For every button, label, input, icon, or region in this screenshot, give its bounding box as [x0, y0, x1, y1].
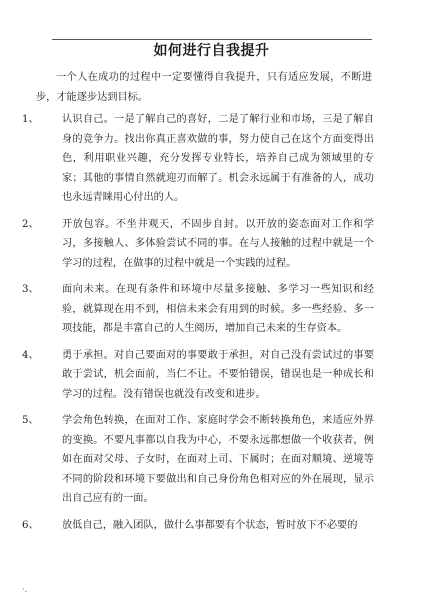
- list-item-text: 认识自己。一是了解自己的喜好，二是了解行业和市场，三是了解自身的竞争力。找出你真正喜欢做的事，努力使自己在这个方面变得出色，利用职业兴趣，充分发挥专业特长，培养自己成为领域里的专家；其他的事情自然就迎刃而解了。机会永远属于有准备的人，成功也永远青睐用心付出的人。: [62, 114, 374, 203]
- list-item: [22, 411, 374, 509]
- list-item-text: 勇于承担。对自己要面对的事要敢于承担，对自己没有尝试过的事要敢于尝试，机会面前，当仁不让。不要怕错误，错误也是一种成长和学习的过程。没有错误也就没有改变和进步。: [62, 349, 374, 400]
- footer-mark: ·.: [22, 585, 28, 594]
- list-item-number: 3、: [22, 284, 39, 295]
- list-item: [22, 215, 374, 274]
- list-item: [22, 280, 374, 339]
- list-item-text: 面向未来。在现有条件和环境中尽量多接触、多学习一些知识和经验，就算现在用不到，相信未来会有用到的时候。多一些经验、多一项技能，都是丰富自己的人生阅历，增加自己未来的生存资本。: [62, 284, 374, 334]
- list-item: [22, 110, 374, 208]
- list-item-number: 4、: [22, 349, 39, 361]
- list-item-number: 1、: [22, 114, 39, 125]
- header-rule: [52, 39, 372, 40]
- list-item-number: 6、: [22, 519, 39, 531]
- list-item-text: 放低自己，融入团队，做什么事都要有个状态，暂时放下不必要的: [62, 519, 358, 531]
- list-item-number: 5、: [22, 415, 39, 426]
- list-item: [22, 346, 374, 405]
- list-item-text: 开放包容。不坐井观天，不固步自封。以开放的姿态面对工作和学习，多接触人、多体验尝试不同的事。在与人接触的过程中就是一个学习的过程，在做事的过程中就是一个实践的过程。: [62, 218, 374, 269]
- list-item-text: 学会角色转换，在面对工作、家庭时学会不断转换角色，来适应外界的变换。不要凡事都以自我为中心，不要永远都想做一个收获者，例如在面对父母、子女时，在面对上司、下属时；在面对顺境、逆境等不同的阶段和环境下要做出和自己身份角色相对应的外在展现，显示出自己应有的一面。: [62, 415, 374, 504]
- list-item-number: 2、: [22, 218, 39, 230]
- document-title: 如何进行自我提升: [153, 43, 270, 59]
- numbered-list: [22, 110, 374, 542]
- list-item: [22, 516, 374, 536]
- intro-paragraph: 一个人在成功的过程中一定要懂得自我提升，只有适应发展，不断进步，才能逐步达到目标。: [36, 72, 372, 103]
